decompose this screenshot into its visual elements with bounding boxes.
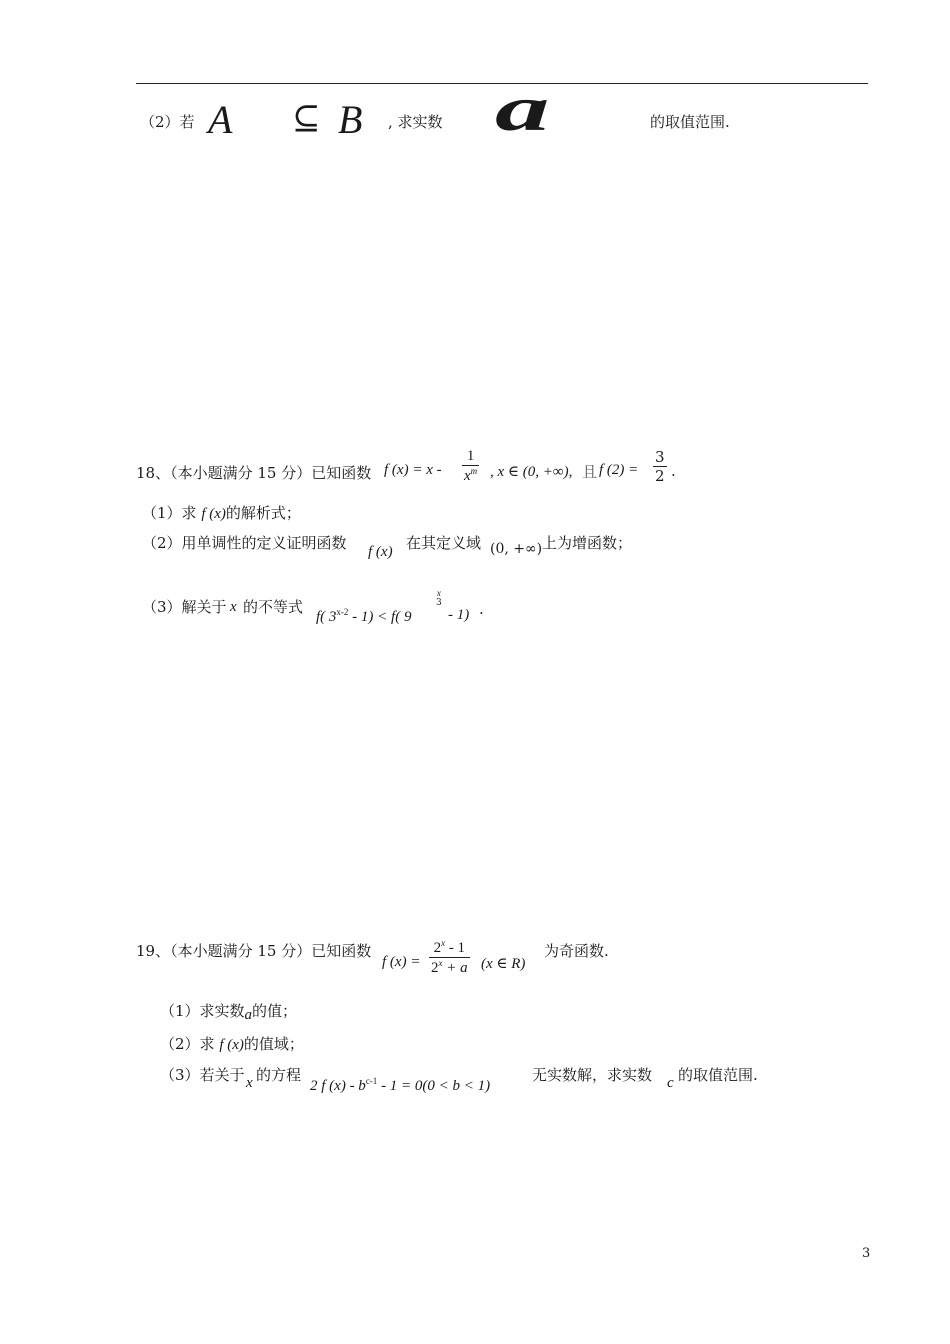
q19-p1-label: （1）求实数 — [160, 1002, 245, 1020]
q19-num-tail: - 1 — [448, 940, 466, 956]
q19-p1-tail: 的值； — [252, 1002, 298, 1020]
q18-fraction — [462, 448, 479, 485]
q18-fx: f (x) = x - — [384, 462, 442, 478]
q18-p1-label: （1）求 — [142, 504, 197, 522]
subset-symbol: ⊆ — [292, 98, 321, 138]
q18-p3-rhs-exp — [434, 588, 444, 608]
q19-den: 2 — [431, 960, 439, 976]
q19-p3-eq-exp: c-1 — [365, 1076, 378, 1086]
q19-p3-equation — [310, 1076, 490, 1095]
q19-p3-label: （3）若关于 — [160, 1066, 245, 1084]
q18-p3-lhs-exp: x-2 — [336, 607, 349, 617]
q18-end: . — [671, 462, 676, 480]
q19-header: 19、（本小题满分 15 分）已知函数 — [136, 942, 372, 960]
q18-p3-lhs: f( 3 — [316, 609, 337, 625]
q19-den-tail: + a — [446, 960, 468, 976]
q18-header: 18、（本小题满分 15 分）已知函数 — [136, 464, 372, 482]
q19-fx: f (x) = — [382, 954, 421, 970]
q18-p3-rhs-exp-num: x — [436, 588, 441, 598]
q18-frac-num: 1 — [466, 448, 475, 464]
q18-p3-inequality — [316, 607, 411, 626]
page-number: 3 — [862, 1246, 871, 1261]
q17-part2-mid: , 求实数 — [388, 113, 443, 131]
q18-p3-label: （3）解关于 — [142, 598, 227, 616]
q18-frac-den: x — [464, 468, 471, 484]
q18-p2-mid: 在其定义域 — [406, 534, 482, 552]
q18-p2-fx: f (x) — [368, 544, 393, 560]
q19-p3-c: c — [667, 1075, 674, 1091]
set-B: B — [338, 97, 363, 142]
q18-p2-domain: (0, +∞) — [490, 541, 543, 557]
q19-den-exp: x — [438, 958, 443, 968]
variable-a: a — [495, 73, 543, 144]
q18-p3-x: x — [230, 599, 237, 615]
q19-num: 2 — [433, 940, 442, 956]
q17-part2-label: （2）若 — [140, 113, 195, 131]
q18-p3-lhs-tail: - 1) < — [352, 609, 388, 625]
q19-condition: (x ∈ R) — [481, 956, 526, 972]
q18-p3-rhs-tail: - 1) — [448, 607, 470, 623]
q19-p3-end: 的取值范围. — [678, 1066, 758, 1084]
q19-p3-eq2: - 1 = 0(0 < b < 1) — [381, 1078, 491, 1094]
q19-p3-mid: 的方程 — [256, 1066, 302, 1084]
q18-domain: , x ∈ (0, +∞), — [490, 464, 573, 480]
set-A: A — [208, 97, 233, 142]
q19-p2-label: （2）求 — [160, 1035, 215, 1053]
q19-part2 — [160, 1033, 304, 1054]
q18-p3-rhs: f( 9 — [391, 609, 412, 625]
q17-part2-tail: 的取值范围. — [650, 113, 730, 131]
q19-p2-fx: f (x) — [219, 1037, 244, 1053]
q18-part1 — [142, 502, 301, 523]
q19-p2-tail: 的值域； — [243, 1035, 304, 1053]
q19-num-exp: x — [441, 938, 446, 948]
q18-p1-tail: 的解析式； — [225, 504, 301, 522]
q19-fraction — [429, 938, 470, 977]
q18-p2-label: （2）用单调性的定义证明函数 — [142, 534, 347, 552]
q18-p3-mid: 的不等式 — [243, 598, 304, 616]
q18-p3-end: . — [479, 600, 484, 618]
q18-p1-fx: f (x) — [201, 506, 226, 522]
q19-p3-eq1: 2 f (x) - b — [310, 1078, 366, 1094]
q18-value-fraction — [653, 448, 667, 485]
q19-p1-a: a — [244, 1007, 253, 1023]
q18-val-den: 2 — [655, 467, 665, 485]
q18-qie: 且 — [582, 463, 598, 481]
q18-frac-den-exp: m — [470, 466, 478, 476]
q19-part1 — [160, 1000, 297, 1021]
q18-f2: f (2) = — [599, 462, 639, 478]
q19-tail: 为奇函数. — [544, 942, 609, 960]
q18-p2-tail: 上为增函数； — [542, 534, 633, 552]
q19-p3-tail: 无实数解，求实数 — [532, 1066, 653, 1084]
q18-p3-rhs-exp-den: 3 — [436, 598, 442, 608]
q18-val-num: 3 — [655, 448, 665, 466]
q19-p3-x: x — [246, 1075, 253, 1091]
